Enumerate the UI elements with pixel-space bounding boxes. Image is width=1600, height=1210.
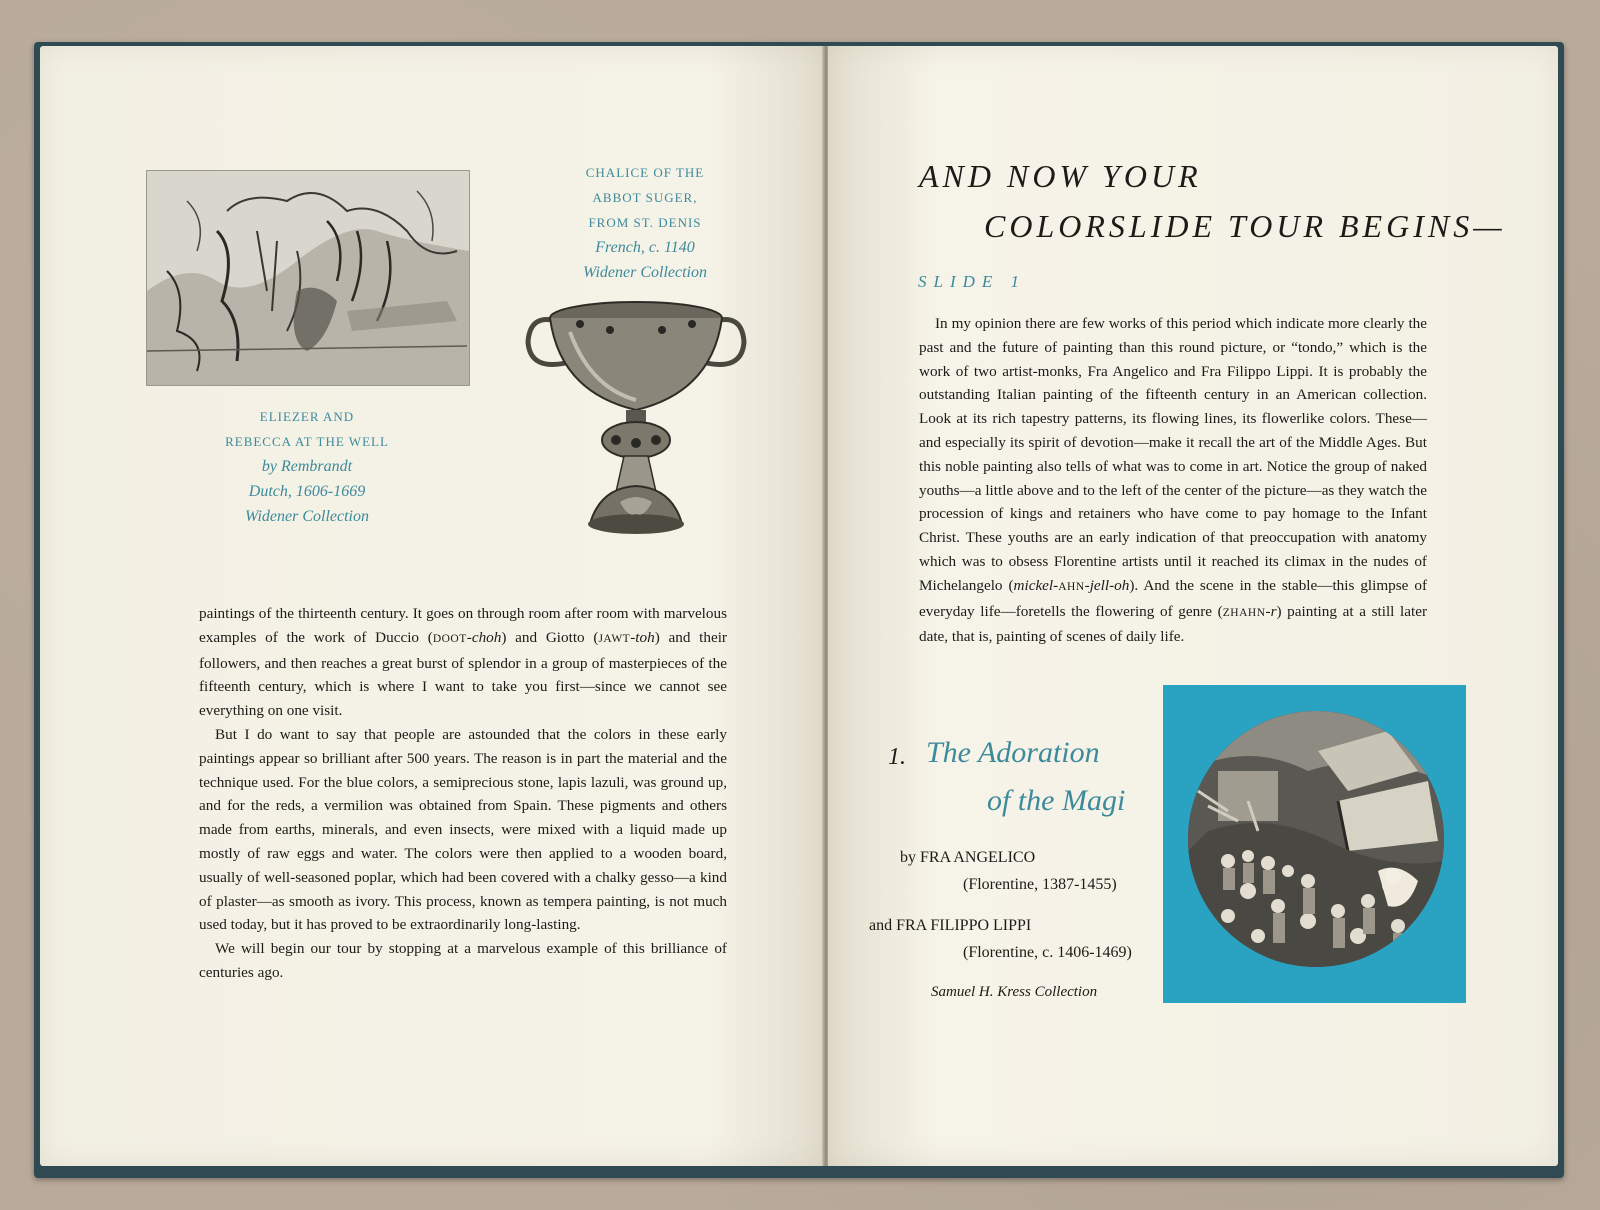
artist-dates-2: (Florentine, c. 1406-1469) (963, 944, 1132, 961)
paragraph (919, 312, 1427, 649)
text-run: paintings of the thirteenth century. It goes on through room after room with marvelous examples of the work of Duccio ( (199, 605, 727, 646)
text-run: ). And the scene in the stable—this glimpse of everyday life—foretells the flowering of genre ( (919, 576, 1428, 620)
rembrandt-caption (180, 404, 434, 529)
chalice-caption-line: CHALICE OF THE (585, 165, 705, 180)
pronunciation-italic: r (1270, 602, 1277, 620)
text-run: ) and Giotto ( (501, 628, 599, 646)
rembrandt-caption-collection: Widener Collection (245, 508, 369, 525)
pronunciation-caps: ZHAHN (1222, 606, 1266, 619)
pronunciation-italic: toh (635, 628, 655, 646)
paragraph: But I do want to say that people are astounded that the colors in these early paintings appear so brilliant after 500 years. The reason is in part the material and the technique used. For the blue colors, a semiprecious stone, lapis lazuli, was ground up, and for the reds, a vermilion was obtained from Spain. These pigments and others made from earths, minerals, and even insects, were mixed with a liquid made up mostly of raw eggs and water. The colors were then applied to a wooden board, usually of well-seasoned poplar, which had been covered with a chalky gesso—a kind of plaster—as smooth as ivory. This process, known as tempera painting, is not much used today, but it has proved to be extraordinarily long-lasting. (199, 725, 727, 934)
text-run: - (1053, 576, 1059, 594)
pronunciation-caps: AHN (1058, 580, 1085, 593)
text-run: - (1265, 602, 1271, 620)
adoration-tondo-image (1188, 711, 1444, 967)
right-body-text (919, 312, 1427, 649)
rembrandt-caption-line: ELIEZER AND (259, 409, 355, 424)
artwork-title-line-1: The Adoration (926, 736, 1100, 769)
pronunciation-italic: mickel (1013, 576, 1054, 594)
rembrandt-drawing-image (146, 170, 470, 386)
text-run: ) painting at a still later date, that is, painting of scenes of daily life. (919, 602, 1428, 646)
left-body-text (199, 602, 727, 985)
chalice-caption-line: ABBOT SUGER, (592, 190, 698, 205)
pronunciation-italic: jell-oh (1089, 576, 1130, 594)
artist-credit-1: by FRA ANGELICO (900, 849, 1036, 866)
rembrandt-caption-artist: by Rembrandt (261, 458, 353, 475)
chalice-caption-collection: Widener Collection (583, 264, 707, 281)
artist-dates-1: (Florentine, 1387-1455) (963, 876, 1117, 893)
pronunciation-italic: choh (471, 628, 502, 646)
text-run: - (1084, 576, 1090, 594)
artwork-title-line-2: of the Magi (987, 784, 1126, 817)
slide-number: 1. (888, 744, 906, 770)
chalice-caption (520, 160, 770, 285)
pronunciation-caps: JAWT (598, 632, 631, 645)
rembrandt-caption-line: REBECCA AT THE WELL (225, 434, 389, 449)
artist-credit-2: and FRA FILIPPO LIPPI (869, 917, 1032, 934)
pronunciation-caps: DOOT (432, 632, 467, 645)
text-run: - (630, 628, 636, 646)
paragraph (199, 602, 727, 723)
text-run: In my opinion there are few works of this period which indicate more clearly the past and the future of painting than this round picture, or “tondo,” which is the work of two artist-monks, Fra Angelico and Fra Filippo Lippi. It is probably the outstanding Italian painting of the fifteenth century in an American collection. Look at its rich tapestry patterns, its flowing lines, its flowerlike colors. These—and especially its spirit of devotion—make it recall the art of the Middle Ages. But this noble painting also tells of what was to come in art. Notice the group of naked youths—a little above and to the left of the center of the picture—as they watch the procession of kings and retainers who have come to pay homage to the Infant Christ. These youths are an early indication of that preoccupation with anatomy which was to obsess Florentine artists until it reached its climax in the nudes of Michelangelo ( (919, 315, 1427, 594)
heading-line-1: AND NOW YOUR (919, 158, 1202, 194)
slide-label: SLIDE 1 (918, 272, 1027, 291)
chalice-image (520, 292, 752, 544)
text-run: ) and their followers, and then reaches a great burst of splendor in a group of masterpieces of the fifteenth century, which is where I want to take you first—since we cannot see everything on one visit. (199, 628, 727, 720)
paragraph: We will begin our tour by stopping at a marvelous example of this brilliance of centuries ago. (199, 940, 727, 981)
rembrandt-caption-dates: Dutch, 1606-1669 (248, 483, 366, 500)
collection-credit: Samuel H. Kress Collection (931, 984, 1098, 1000)
chalice-caption-origin: French, c. 1140 (595, 239, 695, 256)
heading-line-2: COLORSLIDE TOUR BEGINS— (984, 208, 1506, 244)
chalice-caption-line: FROM ST. DENIS (588, 215, 702, 230)
text-run: - (466, 628, 472, 646)
